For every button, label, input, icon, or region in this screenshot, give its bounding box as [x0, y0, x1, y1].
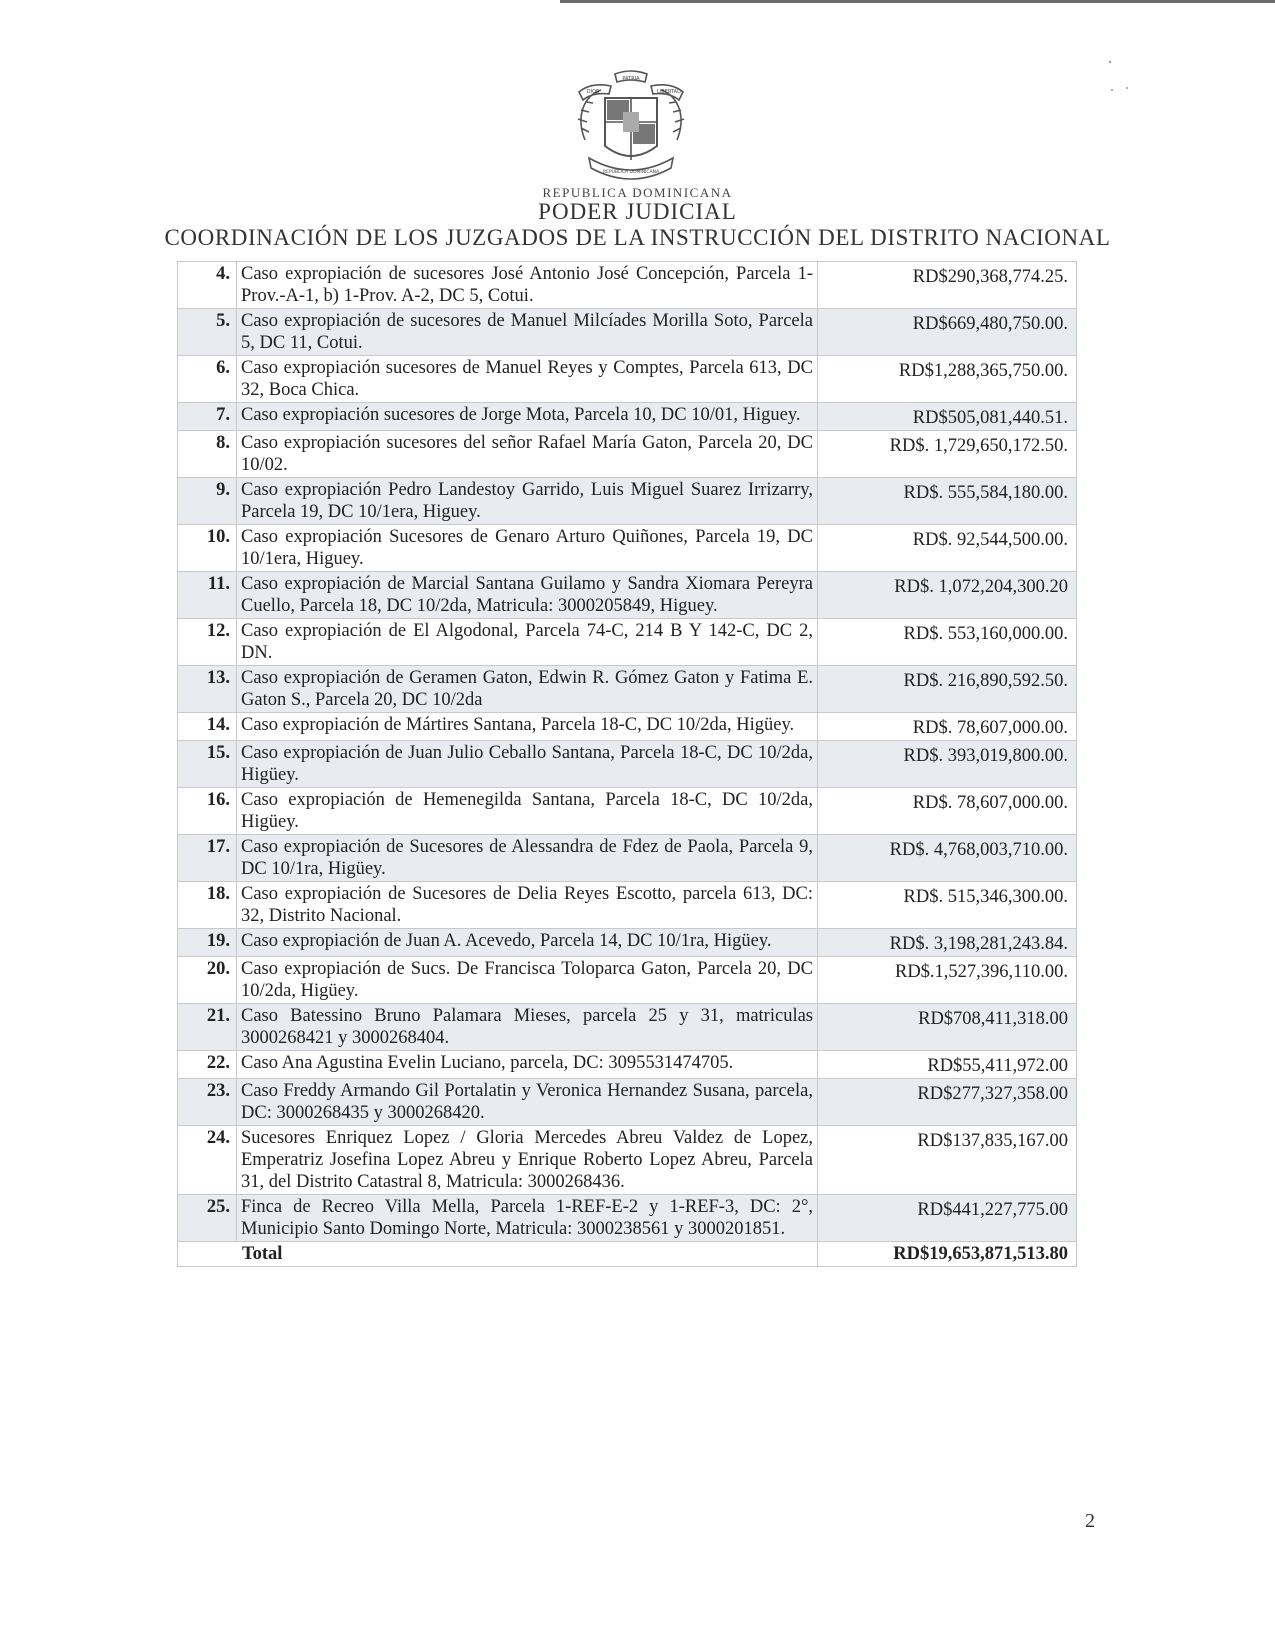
table-row — [178, 957, 1077, 1004]
row-number: 17. — [178, 835, 237, 882]
row-description: Caso expropiación de Sucs. De Francisca Toloparca Gaton, Parcela 20, DC 10/2da, Higüey. — [237, 957, 818, 1004]
row-number: 6. — [178, 356, 237, 403]
row-amount: RD$55,411,972.00 — [818, 1051, 1077, 1079]
row-amount: RD$. 393,019,800.00. — [818, 741, 1077, 788]
row-number: 22. — [178, 1051, 237, 1079]
row-amount: RD$708,411,318.00 — [818, 1004, 1077, 1051]
total-label: Total — [178, 1242, 818, 1267]
row-description: Caso expropiación Pedro Landestoy Garrido, Luis Miguel Suarez Irrizarry, Parcela 19, DC 10/1era, Higuey. — [237, 478, 818, 525]
row-number: 20. — [178, 957, 237, 1004]
table-row — [178, 403, 1077, 431]
table-row — [178, 262, 1077, 309]
header-country: REPUBLICA DOMINICANA — [542, 185, 733, 200]
row-description: Caso expropiación de Juan A. Acevedo, Parcela 14, DC 10/1ra, Higüey. — [237, 929, 818, 957]
row-amount: RD$. 515,346,300.00. — [818, 882, 1077, 929]
row-amount: RD$290,368,774.25. — [818, 262, 1077, 309]
table-row — [178, 1004, 1077, 1051]
row-number: 7. — [178, 403, 237, 431]
row-amount: RD$505,081,440.51. — [818, 403, 1077, 431]
page-number: 2 — [1085, 1510, 1095, 1532]
row-amount: RD$441,227,775.00 — [818, 1195, 1077, 1242]
row-amount: RD$. 92,544,500.00. — [818, 525, 1077, 572]
row-description: Caso expropiación sucesores de Jorge Mota, Parcela 10, DC 10/01, Higuey. — [237, 403, 818, 431]
row-amount: RD$277,327,358.00 — [818, 1079, 1077, 1126]
row-number: 12. — [178, 619, 237, 666]
row-number: 10. — [178, 525, 237, 572]
top-scan-line — [560, 0, 1275, 3]
table-row — [178, 741, 1077, 788]
row-description: Sucesores Enriquez Lopez / Gloria Mercedes Abreu Valdez de Lopez, Emperatriz Josefina Lopez Abreu y Enrique Roberto Lopez Abreu, Parcela 31, del Distrito Catastral 8, Matricula: 3000268436. — [237, 1126, 818, 1195]
row-description: Caso expropiación sucesores del señor Rafael María Gaton, Parcela 20, DC 10/02. — [237, 431, 818, 478]
row-amount: RD$. 216,890,592.50. — [818, 666, 1077, 713]
row-amount: RD$. 3,198,281,243.84. — [818, 929, 1077, 957]
row-description: Caso expropiación de Sucesores de Delia Reyes Escotto, parcela 613, DC: 32, Distrito Nacional. — [237, 882, 818, 929]
row-description: Caso expropiación de El Algodonal, Parcela 74-C, 214 B Y 142-C, DC 2, DN. — [237, 619, 818, 666]
row-number: 9. — [178, 478, 237, 525]
row-amount: RD$669,480,750.00. — [818, 309, 1077, 356]
row-amount: RD$1,288,365,750.00. — [818, 356, 1077, 403]
header-branch: PODER JUDICIAL — [538, 199, 737, 224]
row-description: Caso Batessino Bruno Palamara Mieses, parcela 25 y 31, matriculas 3000268421 y 3000268404. — [237, 1004, 818, 1051]
row-amount: RD$. 555,584,180.00. — [818, 478, 1077, 525]
table-row — [178, 478, 1077, 525]
row-description: Caso Ana Agustina Evelin Luciano, parcela, DC: 3095531474705. — [237, 1051, 818, 1079]
row-amount: RD$. 553,160,000.00. — [818, 619, 1077, 666]
row-number: 18. — [178, 882, 237, 929]
row-number: 8. — [178, 431, 237, 478]
row-number: 25. — [178, 1195, 237, 1242]
row-amount: RD$. 78,607,000.00. — [818, 788, 1077, 835]
row-number: 19. — [178, 929, 237, 957]
row-description: Caso Freddy Armando Gil Portalatin y Veronica Hernandez Susana, parcela, DC: 3000268435 y 3000268420. — [237, 1079, 818, 1126]
table-row — [178, 1051, 1077, 1079]
row-number: 5. — [178, 309, 237, 356]
seal-banner-text: REPUBLICA DOMINICANA — [602, 170, 660, 175]
row-number: 15. — [178, 741, 237, 788]
seal-motto-dios: DIOS — [586, 89, 600, 95]
row-number: 21. — [178, 1004, 237, 1051]
table-row — [178, 929, 1077, 957]
row-amount: RD$.1,527,396,110.00. — [818, 957, 1077, 1004]
total-row — [178, 1242, 1077, 1267]
row-number: 24. — [178, 1126, 237, 1195]
row-number: 13. — [178, 666, 237, 713]
table-row — [178, 572, 1077, 619]
seal-motto-libertad: LIBERTAD — [657, 89, 681, 95]
table-row — [178, 525, 1077, 572]
row-description: Caso expropiación de Mártires Santana, Parcela 18-C, DC 10/2da, Higüey. — [237, 713, 818, 741]
row-amount: RD$. 1,072,204,300.20 — [818, 572, 1077, 619]
table-row — [178, 356, 1077, 403]
row-number: 11. — [178, 572, 237, 619]
expropriation-cases-table — [177, 261, 1077, 1267]
table-row — [178, 882, 1077, 929]
row-amount: RD$137,835,167.00 — [818, 1126, 1077, 1195]
row-description: Caso expropiación Sucesores de Genaro Arturo Quiñones, Parcela 19, DC 10/1era, Higuey. — [237, 525, 818, 572]
table-row — [178, 309, 1077, 356]
row-number: 14. — [178, 713, 237, 741]
row-description: Caso expropiación de Geramen Gaton, Edwin R. Gómez Gaton y Fatima E. Gaton S., Parcela 20, DC 10/2da — [237, 666, 818, 713]
row-description: Caso expropiación de Juan Julio Ceballo Santana, Parcela 18-C, DC 10/2da, Higüey. — [237, 741, 818, 788]
row-amount: RD$. 1,729,650,172.50. — [818, 431, 1077, 478]
table-row — [178, 619, 1077, 666]
table-row — [178, 666, 1077, 713]
row-number: 23. — [178, 1079, 237, 1126]
row-description: Caso expropiación de Sucesores de Alessandra de Fdez de Paola, Parcela 9, DC 10/1ra, Higüey. — [237, 835, 818, 882]
table-row — [178, 835, 1077, 882]
row-number: 4. — [178, 262, 237, 309]
seal-motto-patria: PATRIA — [622, 76, 640, 82]
row-amount: RD$. 4,768,003,710.00. — [818, 835, 1077, 882]
scan-specks — [1100, 60, 1160, 100]
row-description: Caso expropiación de Marcial Santana Guilamo y Sandra Xiomara Pereyra Cuello, Parcela 18, DC 10/2da, Matricula: 3000205849, Higuey. — [237, 572, 818, 619]
table-row — [178, 713, 1077, 741]
table-row — [178, 1126, 1077, 1195]
total-amount: RD$19,653,871,513.80 — [818, 1242, 1077, 1267]
row-description: Caso expropiación de Hemenegilda Santana, Parcela 18-C, DC 10/2da, Higüey. — [237, 788, 818, 835]
table-row — [178, 788, 1077, 835]
row-number: 16. — [178, 788, 237, 835]
row-description: Caso expropiación de sucesores de Manuel Milcíades Morilla Soto, Parcela 5, DC 11, Cotui. — [237, 309, 818, 356]
table-row — [178, 1195, 1077, 1242]
row-amount: RD$. 78,607,000.00. — [818, 713, 1077, 741]
row-description: Caso expropiación de sucesores José Antonio José Concepción, Parcela 1-Prov.-A-1, b) 1-Prov. A-2, DC 5, Cotui. — [237, 262, 818, 309]
row-description: Caso expropiación sucesores de Manuel Reyes y Comptes, Parcela 613, DC 32, Boca Chica. — [237, 356, 818, 403]
table-row — [178, 431, 1077, 478]
table-row — [178, 1079, 1077, 1126]
coat-of-arms-seal — [571, 70, 691, 190]
header-office: COORDINACIÓN DE LOS JUZGADOS DE LA INSTRUCCIÓN DEL DISTRITO NACIONAL — [164, 225, 1111, 250]
row-description: Finca de Recreo Villa Mella, Parcela 1-REF-E-2 y 1-REF-3, DC: 2°, Municipio Santo Domingo Norte, Matricula: 3000238561 y 3000201851. — [237, 1195, 818, 1242]
